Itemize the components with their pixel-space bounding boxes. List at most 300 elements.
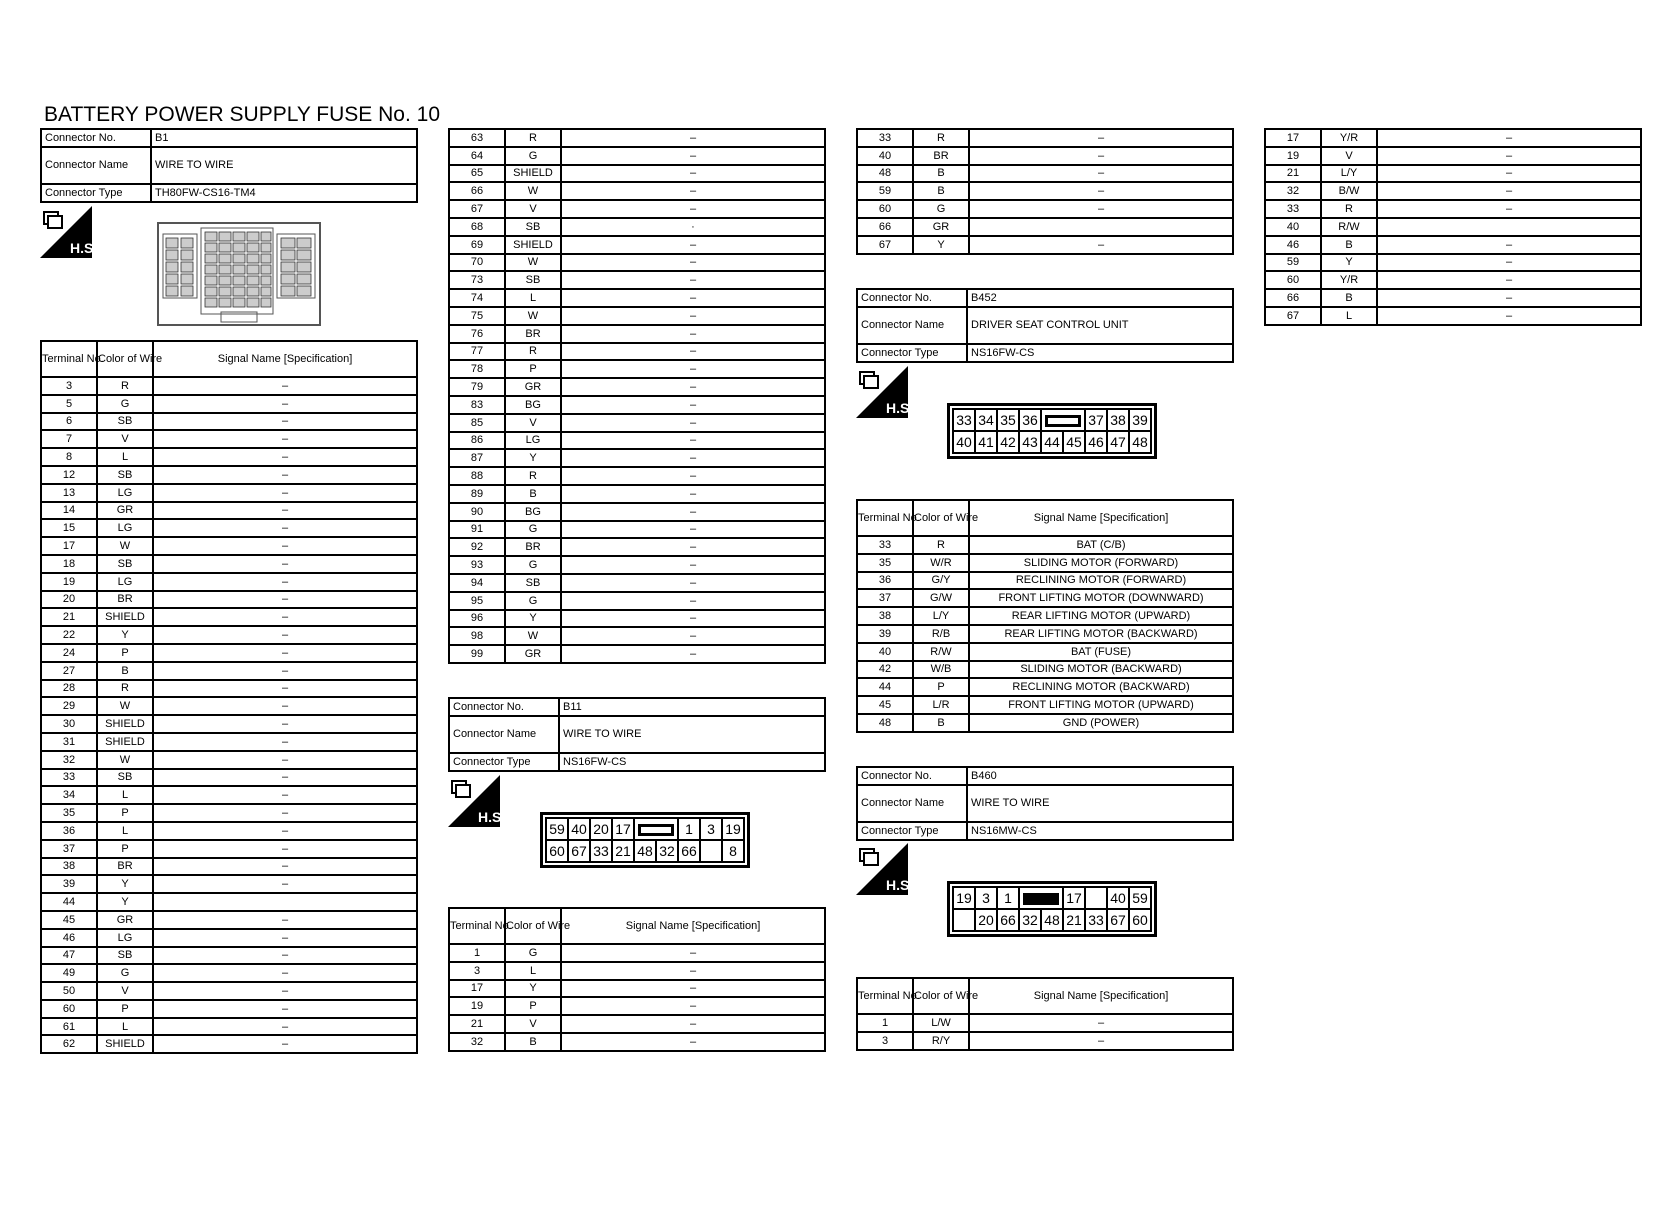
- signal-name-cell: GND (POWER): [969, 714, 1233, 732]
- signal-name-cell: –: [561, 944, 825, 962]
- b11-rows-continued: [857, 129, 1233, 254]
- connector-name-value: WIRE TO WIRE: [559, 716, 825, 753]
- terminal-no-cell: 59: [1265, 254, 1321, 272]
- table-row: [41, 733, 417, 751]
- wire-color-cell: SHIELD: [97, 1035, 153, 1053]
- b460-terminal-table-continued: [1264, 128, 1642, 326]
- wire-color-cell: SB: [505, 271, 561, 289]
- connector-no-label: Connector No.: [449, 698, 559, 716]
- signal-name-cell: –: [969, 129, 1233, 147]
- wire-color-cell: P: [97, 1000, 153, 1018]
- signal-name-cell: REAR LIFTING MOTOR (UPWARD): [969, 607, 1233, 625]
- signal-name-cell: –: [153, 804, 417, 822]
- terminal-no-cell: 60: [41, 1000, 97, 1018]
- terminal-no-cell: 37: [41, 840, 97, 858]
- wire-color-cell: W: [97, 537, 153, 555]
- wire-color-cell: GR: [913, 218, 969, 236]
- b11-terminal-table: [448, 907, 826, 1052]
- table-row: [857, 147, 1233, 165]
- signal-name-cell: –: [561, 574, 825, 592]
- signal-name-cell: –: [969, 200, 1233, 218]
- table-row: [449, 200, 825, 218]
- signal-name-cell: RECLINING MOTOR (BACKWARD): [969, 678, 1233, 696]
- signal-name-cell: –: [153, 430, 417, 448]
- signal-name-cell: –: [1377, 271, 1641, 289]
- signal-name-cell: –: [1377, 200, 1641, 218]
- table-row: [41, 858, 417, 876]
- pin-cell: 67: [1107, 909, 1129, 931]
- wire-color-cell: GR: [97, 502, 153, 520]
- terminal-no-cell: 38: [857, 607, 913, 625]
- signal-name-cell: RECLINING MOTOR (FORWARD): [969, 572, 1233, 590]
- pin-cell: 37: [1085, 409, 1107, 431]
- table-row: [41, 982, 417, 1000]
- terminal-no-cell: 76: [449, 325, 505, 343]
- signal-name-cell: –: [153, 377, 417, 395]
- table-row: [449, 980, 825, 998]
- connector-name-value: DRIVER SEAT CONTROL UNIT: [967, 307, 1233, 344]
- terminal-no-cell: 94: [449, 574, 505, 592]
- table-row: [857, 625, 1233, 643]
- table-row: [41, 626, 417, 644]
- wire-color-cell: V: [505, 1015, 561, 1033]
- signal-name-cell: –: [561, 307, 825, 325]
- signal-name-cell: –: [561, 147, 825, 165]
- table-row: [1265, 254, 1641, 272]
- terminal-no-cell: 14: [41, 502, 97, 520]
- table-row: [449, 521, 825, 539]
- terminal-no-cell: 33: [1265, 200, 1321, 218]
- table-row: [1265, 289, 1641, 307]
- table-row: [41, 537, 417, 555]
- signal-name-cell: –: [153, 1035, 417, 1053]
- wire-color-cell: L/W: [913, 1014, 969, 1032]
- signal-name-cell: –: [561, 414, 825, 432]
- table-row: [857, 607, 1233, 625]
- terminal-no-cell: 68: [449, 218, 505, 236]
- wire-color-cell: B: [913, 165, 969, 183]
- b460-rows: [857, 1014, 1233, 1050]
- table-row: [449, 360, 825, 378]
- signal-name-cell: –: [561, 485, 825, 503]
- signal-name-cell: –: [153, 680, 417, 698]
- signal-name-cell: –: [1377, 307, 1641, 325]
- signal-name-cell: –: [153, 964, 417, 982]
- table-row: [449, 574, 825, 592]
- wire-color-cell: R: [913, 536, 969, 554]
- signal-name-cell: –: [1377, 165, 1641, 183]
- signal-name-cell: –: [561, 1015, 825, 1033]
- terminal-no-cell: 6: [41, 413, 97, 431]
- table-row: [41, 591, 417, 609]
- b11-pin-layout: [540, 812, 750, 868]
- wire-color-cell: SB: [97, 947, 153, 965]
- connector-no-label: Connector No.: [41, 129, 151, 147]
- table-row: [41, 751, 417, 769]
- wire-color-cell: BR: [505, 325, 561, 343]
- table-row: [1265, 218, 1641, 236]
- connector-name-label: Connector Name: [857, 785, 967, 822]
- table-row: [857, 696, 1233, 714]
- connector-no-label: Connector No.: [857, 289, 967, 307]
- terminal-no-cell: 21: [41, 608, 97, 626]
- signal-name-cell: –: [561, 129, 825, 147]
- table-row: [857, 661, 1233, 679]
- signal-name-cell: –: [153, 929, 417, 947]
- wire-color-cell: BR: [97, 858, 153, 876]
- connector-b460: [856, 766, 1234, 841]
- wire-color-cell: SHIELD: [97, 733, 153, 751]
- color-of-wire-header: Color of Wire: [913, 500, 969, 536]
- wire-color-cell: W: [505, 254, 561, 272]
- signal-name-cell: –: [969, 182, 1233, 200]
- terminal-no-cell: 3: [449, 962, 505, 980]
- signal-name-cell: –: [153, 555, 417, 573]
- wire-color-cell: R/B: [913, 625, 969, 643]
- table-row: [449, 414, 825, 432]
- wire-color-cell: B: [97, 662, 153, 680]
- signal-name-cell: –: [153, 537, 417, 555]
- b460-rows-continued: [1265, 129, 1641, 325]
- wire-color-cell: W/B: [913, 661, 969, 679]
- signal-name-cell: –: [153, 644, 417, 662]
- table-row: [857, 536, 1233, 554]
- hs-badge-text: H.S.: [478, 809, 506, 825]
- wire-color-cell: Y/R: [1321, 129, 1377, 147]
- signal-name-cell: [969, 218, 1233, 236]
- signal-name-cell: –: [153, 786, 417, 804]
- terminal-no-cell: 92: [449, 538, 505, 556]
- terminal-no-cell: 17: [449, 980, 505, 998]
- terminal-no-cell: 85: [449, 414, 505, 432]
- signal-name-cell: –: [561, 360, 825, 378]
- wire-color-cell: GR: [505, 645, 561, 663]
- table-row: [449, 325, 825, 343]
- table-row: [857, 200, 1233, 218]
- pin-cell: 36: [1019, 409, 1041, 431]
- connector-type-value: NS16FW-CS: [967, 344, 1233, 362]
- terminal-no-cell: 12: [41, 466, 97, 484]
- terminal-no-cell: 39: [41, 875, 97, 893]
- table-row: [449, 271, 825, 289]
- page-title: BATTERY POWER SUPPLY FUSE No. 10: [44, 103, 441, 126]
- terminal-no-cell: 8: [41, 448, 97, 466]
- wire-color-cell: G: [505, 556, 561, 574]
- terminal-no-cell: 18: [41, 555, 97, 573]
- signal-name-header: Signal Name [Specification]: [969, 978, 1233, 1014]
- table-row: [41, 786, 417, 804]
- terminal-no-cell: 38: [41, 858, 97, 876]
- signal-name-cell: –: [561, 378, 825, 396]
- pin-cell: 33: [1085, 909, 1107, 931]
- signal-name-cell: –: [153, 875, 417, 893]
- wire-color-cell: L: [97, 448, 153, 466]
- table-row: [41, 893, 417, 911]
- b460-pin-layout: [947, 881, 1157, 937]
- table-row: [449, 236, 825, 254]
- signal-name-cell: –: [1377, 236, 1641, 254]
- terminal-no-cell: 3: [41, 377, 97, 395]
- terminal-no-cell: 15: [41, 519, 97, 537]
- terminal-no-cell: 67: [857, 236, 913, 254]
- table-row: [857, 182, 1233, 200]
- signal-name-cell: –: [561, 200, 825, 218]
- terminal-no-cell: 17: [41, 537, 97, 555]
- wire-color-cell: G/Y: [913, 572, 969, 590]
- b1-terminal-table: [40, 340, 418, 1054]
- terminal-no-cell: 24: [41, 644, 97, 662]
- wire-color-cell: B: [913, 714, 969, 732]
- pin-cell: 43: [1019, 431, 1041, 453]
- terminal-no-cell: 78: [449, 360, 505, 378]
- signal-name-cell: –: [561, 467, 825, 485]
- pin-cell: 8: [722, 840, 744, 862]
- signal-name-cell: –: [1377, 289, 1641, 307]
- table-row: [1265, 147, 1641, 165]
- terminal-no-cell: 21: [449, 1015, 505, 1033]
- pin-cell: 38: [1107, 409, 1129, 431]
- pin-cell: 19: [722, 818, 744, 840]
- table-row: [41, 1000, 417, 1018]
- wire-color-cell: BG: [505, 396, 561, 414]
- wire-color-cell: SB: [97, 466, 153, 484]
- signal-name-cell: –: [561, 236, 825, 254]
- table-row: [41, 573, 417, 591]
- table-row: [857, 1014, 1233, 1032]
- pin-cell: 3: [975, 887, 997, 909]
- pin-cell: 42: [997, 431, 1019, 453]
- table-row: [449, 944, 825, 962]
- signal-name-cell: SLIDING MOTOR (FORWARD): [969, 554, 1233, 572]
- signal-name-header: Signal Name [Specification]: [561, 908, 825, 944]
- connector-b1-face-icon: [157, 222, 321, 331]
- wire-color-cell: G: [505, 521, 561, 539]
- signal-name-cell: –: [969, 1014, 1233, 1032]
- wire-color-cell: R: [505, 343, 561, 361]
- signal-name-cell: –: [969, 1032, 1233, 1050]
- table-row: [857, 554, 1233, 572]
- table-row: [449, 289, 825, 307]
- wire-color-cell: P: [97, 840, 153, 858]
- wire-color-cell: B: [505, 1033, 561, 1051]
- connector-slot: [1019, 887, 1063, 909]
- terminal-no-cell: 93: [449, 556, 505, 574]
- wire-color-cell: G: [505, 592, 561, 610]
- wire-color-cell: B: [1321, 289, 1377, 307]
- table-row: [41, 430, 417, 448]
- signal-name-cell: –: [561, 182, 825, 200]
- terminal-no-cell: 36: [857, 572, 913, 590]
- signal-name-cell: –: [153, 840, 417, 858]
- table-row: [1265, 165, 1641, 183]
- terminal-no-header: Terminal No.: [857, 978, 913, 1014]
- pin-cell: [700, 840, 722, 862]
- table-row: [41, 822, 417, 840]
- wire-color-cell: Y: [505, 610, 561, 628]
- table-row: [449, 432, 825, 450]
- table-row: [857, 218, 1233, 236]
- connector-type-label: Connector Type: [41, 184, 151, 202]
- pin-cell: 59: [546, 818, 568, 840]
- table-row: [41, 875, 417, 893]
- terminal-no-cell: 63: [449, 129, 505, 147]
- connector-name-label: Connector Name: [449, 716, 559, 753]
- connector-no-value: B1: [151, 129, 417, 147]
- connector-type-value: NS16MW-CS: [967, 822, 1233, 840]
- wire-color-cell: V: [1321, 147, 1377, 165]
- pin-cell: 40: [1107, 887, 1129, 909]
- wire-color-cell: R/Y: [913, 1032, 969, 1050]
- wire-color-cell: L: [1321, 307, 1377, 325]
- signal-name-cell: BAT (FUSE): [969, 643, 1233, 661]
- signal-name-cell: –: [1377, 254, 1641, 272]
- pin-cell: 59: [1129, 887, 1151, 909]
- table-row: [1265, 236, 1641, 254]
- wire-color-cell: G: [97, 964, 153, 982]
- wire-color-cell: LG: [97, 484, 153, 502]
- connector-b1-info: [40, 128, 418, 203]
- signal-name-cell: SLIDING MOTOR (BACKWARD): [969, 661, 1233, 679]
- table-row: [449, 129, 825, 147]
- connector-b452: [856, 288, 1234, 363]
- wire-color-cell: Y: [913, 236, 969, 254]
- table-row: [41, 715, 417, 733]
- b1-rows: [41, 377, 417, 1053]
- wire-color-cell: GR: [505, 378, 561, 396]
- wire-color-cell: W: [97, 751, 153, 769]
- table-row: [857, 165, 1233, 183]
- wire-color-cell: G: [505, 147, 561, 165]
- signal-name-cell: –: [561, 254, 825, 272]
- wire-color-cell: SB: [97, 555, 153, 573]
- pin-cell: 1: [678, 818, 700, 840]
- table-row: [41, 680, 417, 698]
- terminal-no-cell: 5: [41, 395, 97, 413]
- terminal-no-cell: 65: [449, 165, 505, 183]
- table-row: [41, 555, 417, 573]
- wire-color-cell: V: [505, 414, 561, 432]
- signal-name-header: Signal Name [Specification]: [153, 341, 417, 377]
- signal-name-cell: –: [153, 395, 417, 413]
- table-row: [449, 645, 825, 663]
- table-row: [1265, 200, 1641, 218]
- terminal-no-cell: 67: [449, 200, 505, 218]
- wire-color-cell: LG: [505, 432, 561, 450]
- b1-rows-continued: [449, 129, 825, 663]
- wire-color-cell: R: [505, 467, 561, 485]
- terminal-no-header: Terminal No.: [857, 500, 913, 536]
- wire-color-cell: R: [913, 129, 969, 147]
- terminal-no-cell: 33: [857, 129, 913, 147]
- pin-cell: 33: [590, 840, 612, 862]
- b452-terminal-table: [856, 499, 1234, 733]
- signal-name-cell: –: [969, 147, 1233, 165]
- signal-name-cell: –: [561, 165, 825, 183]
- pin-cell: 40: [953, 431, 975, 453]
- pin-cell: 1: [997, 887, 1019, 909]
- pin-cell: 17: [1063, 887, 1085, 909]
- connector-no-label: Connector No.: [857, 767, 967, 785]
- terminal-no-cell: 47: [41, 947, 97, 965]
- wire-color-cell: Y: [97, 893, 153, 911]
- pin-cell: 19: [953, 887, 975, 909]
- wire-color-cell: SB: [505, 574, 561, 592]
- table-row: [449, 627, 825, 645]
- wire-color-cell: Y: [1321, 254, 1377, 272]
- signal-name-cell: –: [153, 466, 417, 484]
- terminal-no-cell: 32: [41, 751, 97, 769]
- table-row: [857, 589, 1233, 607]
- signal-name-cell: –: [153, 858, 417, 876]
- wire-color-cell: LG: [97, 519, 153, 537]
- b460-terminal-table: [856, 977, 1234, 1051]
- signal-name-cell: [1377, 218, 1641, 236]
- pin-cell: 60: [546, 840, 568, 862]
- wire-color-cell: B: [913, 182, 969, 200]
- wire-color-cell: W: [505, 627, 561, 645]
- wire-color-cell: SHIELD: [505, 236, 561, 254]
- wire-color-cell: SHIELD: [97, 608, 153, 626]
- wire-color-cell: W/R: [913, 554, 969, 572]
- pin-cell: 44: [1041, 431, 1063, 453]
- signal-name-cell: –: [561, 343, 825, 361]
- signal-name-cell: –: [153, 822, 417, 840]
- wire-color-cell: B/W: [1321, 182, 1377, 200]
- wire-color-cell: Y: [505, 980, 561, 998]
- wire-color-cell: G: [913, 200, 969, 218]
- signal-name-cell: –: [153, 573, 417, 591]
- signal-name-cell: ·: [561, 218, 825, 236]
- wire-color-cell: P: [97, 804, 153, 822]
- connector-lock-icon: [1045, 415, 1081, 427]
- terminal-no-cell: 66: [449, 182, 505, 200]
- table-row: [1265, 271, 1641, 289]
- wire-color-cell: SHIELD: [505, 165, 561, 183]
- pin-cell: 3: [700, 818, 722, 840]
- connector-slot: [634, 818, 678, 840]
- table-row: [857, 1032, 1233, 1050]
- wire-color-cell: W: [505, 182, 561, 200]
- wire-color-cell: R: [1321, 200, 1377, 218]
- table-row: [857, 236, 1233, 254]
- pin-cell: 20: [975, 909, 997, 931]
- signal-name-cell: FRONT LIFTING MOTOR (DOWNWARD): [969, 589, 1233, 607]
- signal-name-cell: –: [153, 1018, 417, 1036]
- table-row: [41, 448, 417, 466]
- signal-name-cell: –: [153, 697, 417, 715]
- wire-color-cell: BR: [505, 538, 561, 556]
- terminal-no-cell: 90: [449, 503, 505, 521]
- table-row: [449, 147, 825, 165]
- signal-name-cell: –: [153, 662, 417, 680]
- table-row: [449, 467, 825, 485]
- signal-name-cell: –: [561, 627, 825, 645]
- terminal-no-cell: 20: [41, 591, 97, 609]
- table-row: [857, 643, 1233, 661]
- wire-color-cell: L: [97, 1018, 153, 1036]
- connector-name-value: WIRE TO WIRE: [967, 785, 1233, 822]
- color-of-wire-header: Color of Wire: [505, 908, 561, 944]
- connector-no-value: B452: [967, 289, 1233, 307]
- pin-cell: 48: [1129, 431, 1151, 453]
- table-row: [41, 662, 417, 680]
- table-row: [449, 556, 825, 574]
- wire-color-cell: P: [913, 678, 969, 696]
- signal-name-cell: –: [1377, 129, 1641, 147]
- table-row: [857, 129, 1233, 147]
- table-row: [41, 608, 417, 626]
- b11-terminal-table-continued: [856, 128, 1234, 255]
